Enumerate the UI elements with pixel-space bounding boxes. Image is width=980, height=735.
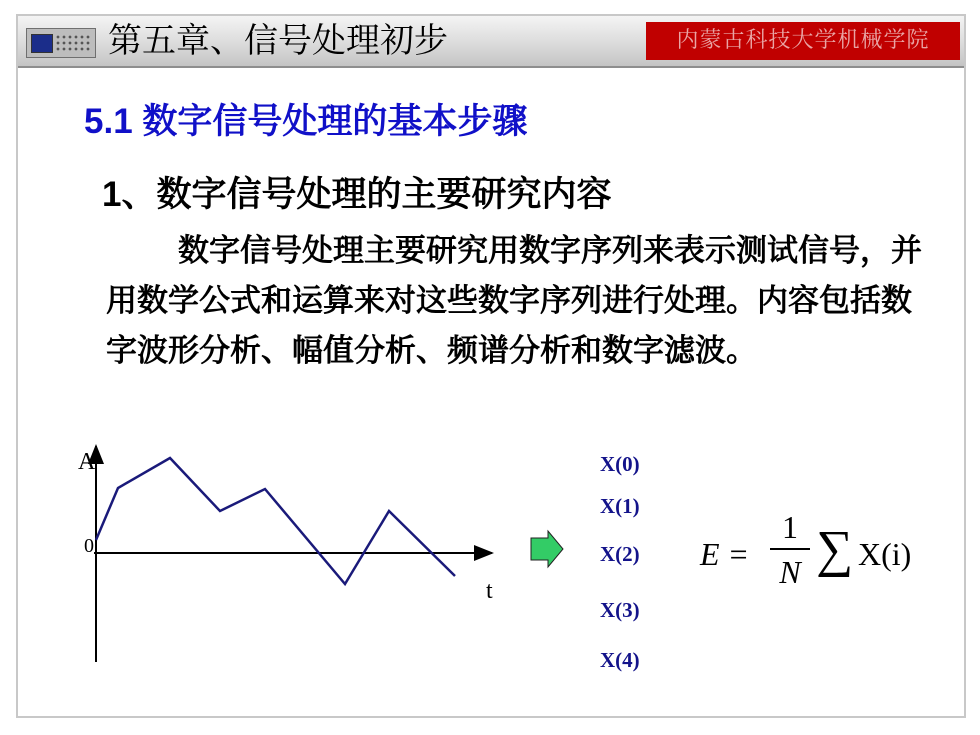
sample-label: X(3) [600, 598, 640, 622]
sample-label: X(1) [600, 494, 640, 518]
body-paragraph: 数字信号处理主要研究用数字序列来表示测试信号，并用数学公式和运算来对这些数字序列进行处理。内容包括数字波形分析、幅值分析、频谱分析和数字滤波。 [106, 233, 922, 368]
subsection-title: 1、数字信号处理的主要研究内容 [102, 175, 612, 214]
sample-label: X(0) [600, 452, 640, 476]
formula-fraction [770, 508, 810, 592]
y-axis-label: A [78, 449, 96, 475]
formula-rhs: X(i) [858, 536, 912, 572]
formula-lhs: E = [700, 536, 750, 572]
formula-numerator: 1 [782, 509, 798, 545]
sample-label: X(4) [600, 648, 640, 672]
summation-symbol: ∑ [816, 521, 854, 578]
waveform-line [96, 458, 455, 584]
section-title: 5.1 数字信号处理的基本步骤 [84, 102, 528, 141]
fraction-bar [770, 548, 810, 550]
chapter-title: 第五章、信号处理初步 [108, 21, 448, 61]
right-arrow-icon [531, 531, 563, 567]
institution-badge: 内蒙古科技大学机械学院 [646, 22, 960, 60]
origin-label: 0 [84, 535, 94, 557]
sample-label: X(2) [600, 542, 640, 566]
x-axis-label: t [486, 578, 493, 604]
energy-formula [700, 508, 950, 608]
formula-denominator: N [779, 554, 801, 590]
